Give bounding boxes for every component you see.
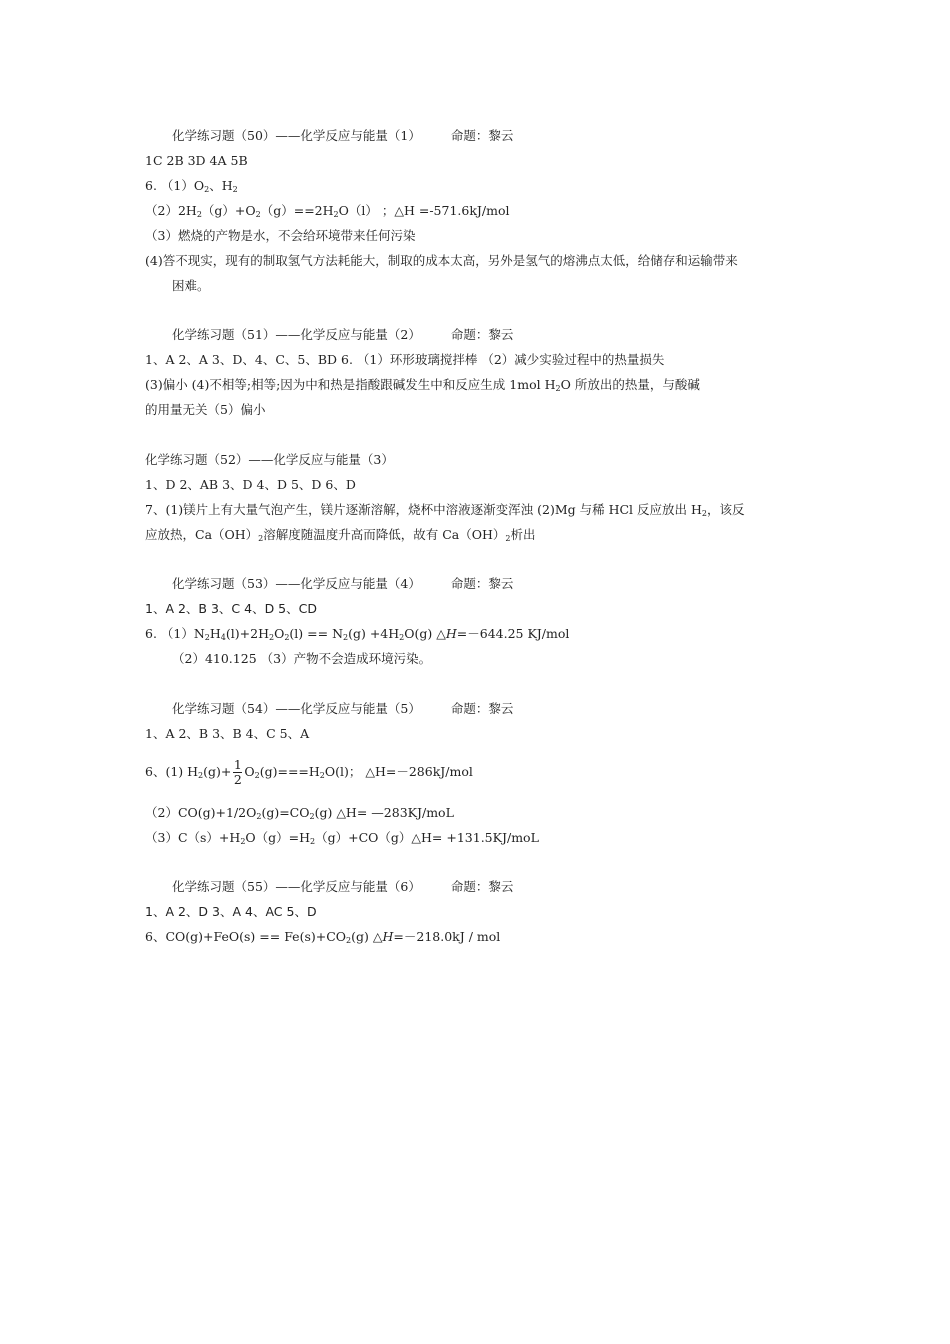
s50-q6-4-line1: (4)答不现实，现有的制取氢气方法耗能大，制取的成本太高，另外是氢气的熔沸点太低，给储存和运输带来 (145, 253, 738, 268)
s51-line2 (145, 377, 700, 393)
s54-author: 命题：黎云 (450, 701, 514, 716)
s52-line2 (145, 502, 745, 518)
s52-line3-text: 应放热，Ca（OH） (145, 527, 259, 542)
s53-line1: 1、A 2、B 3、C 4、D 5、CD (145, 601, 317, 616)
subscript: 2 (254, 771, 260, 780)
subscript: 2 (256, 812, 262, 821)
s50-answers: 1C 2B 3D 4A 5B (145, 153, 248, 168)
eq-part: (g)=CO (261, 805, 310, 820)
subscript: 2 (310, 837, 316, 846)
subscript: 2 (346, 936, 352, 945)
s52-line2-text: 7、(1)镁片上有大量气泡产生，镁片逐渐溶解，烧杯中溶液逐渐变浑浊 (2)Mg 与稀 HCl 反应放出 H (145, 502, 702, 517)
s51-line2-text2: O 所放出的热量，与酸碱 (560, 377, 700, 392)
s55-q6 (145, 929, 500, 945)
subscript: 2 (268, 633, 275, 642)
s51-author: 命题：黎云 (450, 327, 514, 342)
subscript: 2 (240, 837, 246, 846)
subscript: 2 (204, 185, 210, 194)
s53-q6-1 (145, 626, 569, 642)
eq-part: （3）C（s）+H (145, 830, 241, 845)
eq-part: (l) == N (289, 626, 344, 641)
subscript: 2 (399, 633, 405, 642)
eq-part: （g）+CO（g）△H= +131.5KJ/moL (315, 830, 539, 845)
eq-part: O（l） ；△H =-571.6kJ/mol (338, 203, 510, 218)
s54-q6-3 (145, 830, 539, 846)
eq-part: (g) △ (351, 929, 383, 944)
eq-part: O(g) △ (404, 626, 446, 641)
eq-part: （g）+O (201, 203, 256, 218)
s54-q6-2 (145, 805, 454, 821)
s54-title: 化学练习题（54）——化学反应与能量（5） (172, 701, 421, 716)
s55-author: 命题：黎云 (450, 879, 514, 894)
eq-part: (l)+2H (225, 626, 269, 641)
eq-part: O (244, 764, 255, 779)
s51-line3: 的用量无关（5）偏小 (145, 402, 266, 417)
s52-line1: 1、D 2、AB 3、D 4、D 5、D 6、D (145, 477, 356, 492)
eq-part: （2）CO(g)+1/2O (145, 805, 257, 820)
subscript: 2 (232, 185, 238, 194)
s53-title: 化学练习题（53）——化学反应与能量（4） (172, 576, 421, 591)
s51-title-line (172, 327, 513, 343)
subscript: 2 (255, 210, 261, 219)
s50-q6-4-line2: 困难。 (172, 278, 210, 293)
eq-part: （2）2H (145, 203, 197, 218)
eq-part: O(l)； △H=－286kJ/mol (324, 764, 473, 779)
s52-line3 (145, 527, 536, 543)
subscript: 2 (198, 771, 204, 780)
eq-part-italic: H (382, 929, 394, 944)
eq-part: O (274, 626, 285, 641)
s55-title-line (172, 879, 513, 895)
eq-part-italic: H (445, 626, 457, 641)
subscript: 2 (701, 509, 707, 518)
subscript: 2 (343, 633, 349, 642)
s54-q6-1 (145, 752, 473, 792)
s53-q6-2: （2）410.125 （3）产物不会造成环境污染。 (172, 651, 432, 666)
s55-title: 化学练习题（55）——化学反应与能量（6） (172, 879, 421, 894)
s50-q6-3: （3）燃烧的产物是水，不会给环境带来任何污染 (145, 228, 416, 243)
s51-title: 化学练习题（51）——化学反应与能量（2） (172, 327, 421, 342)
s50-q6-1-text: 6. （1）O (145, 178, 205, 193)
subscript: 2 (196, 210, 202, 219)
eq-part: O（g）=H (245, 830, 311, 845)
s52-line3-text2: 溶解度随温度升高而降低，故有 Ca（OH） (263, 527, 506, 542)
eq-part: (g)===H (259, 764, 320, 779)
s51-line2-text: (3)偏小 (4)不相等;相等;因为中和热是指酸跟碱发生中和反应生成 1mol H (145, 377, 556, 392)
s52-line3-text3: 析出 (510, 527, 536, 542)
eq-part: (g) △H= —283KJ/moL (314, 805, 454, 820)
s50-title: 化学练习题（50）——化学反应与能量（1） (172, 128, 421, 143)
eq-part: (g) +4H (348, 626, 400, 641)
fraction-denominator: 2 (233, 772, 242, 787)
fraction-numerator: 1 (233, 757, 242, 772)
s50-q6-1-text2: 、H (209, 178, 233, 193)
s50-title-line (172, 128, 513, 144)
s50-q6-1 (145, 178, 238, 194)
eq-part: (g)+ (203, 764, 232, 779)
eq-part: H (209, 626, 221, 641)
subscript: 2 (319, 771, 325, 780)
s55-line1: 1、A 2、D 3、A 4、AC 5、D (145, 904, 317, 919)
s53-title-line (172, 576, 513, 592)
eq-part: 6、CO(g)+FeO(s) == Fe(s)+CO (145, 929, 347, 944)
s54-line1: 1、A 2、B 3、B 4、C 5、A (145, 726, 310, 741)
fraction-one-half (233, 758, 242, 787)
eq-part: =－644.25 KJ/mol (456, 626, 570, 641)
eq-part: 6. （1）N (145, 626, 205, 641)
subscript: 2 (333, 210, 339, 219)
subscript: 4 (220, 633, 226, 642)
subscript: 2 (284, 633, 290, 642)
subscript: 2 (555, 384, 561, 393)
s52-title: 化学练习题（52）——化学反应与能量（3） (145, 452, 394, 467)
eq-part: =－218.0kJ / mol (393, 929, 501, 944)
s51-line1: 1、A 2、A 3、D、4、C、5、BD 6. （1）环形玻璃搅拌棒 （2）减少实验过程中的热量损失 (145, 352, 665, 367)
eq-part: 6、(1) H (145, 764, 199, 779)
subscript: 2 (204, 633, 210, 642)
subscript: 2 (505, 534, 511, 543)
eq-part: （g）==2H (260, 203, 334, 218)
s54-title-line (172, 701, 513, 717)
subscript: 2 (258, 534, 264, 543)
s53-author: 命题：黎云 (450, 576, 514, 591)
s50-author: 命题：黎云 (450, 128, 514, 143)
s50-q6-2 (145, 203, 510, 219)
subscript: 2 (309, 812, 315, 821)
s52-line2-text2: ，该反 (707, 502, 745, 517)
